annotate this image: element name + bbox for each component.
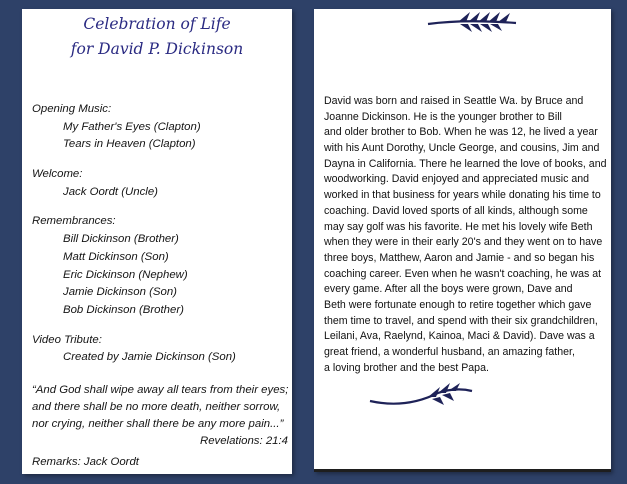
opening-music-label: Opening Music: — [32, 103, 112, 115]
flourish-ornament-icon — [424, 9, 520, 33]
biography-line: a loving brother and the best Papa. — [324, 361, 489, 374]
biography-line: David was born and raised in Seattle Wa. by Bruce and — [324, 95, 584, 107]
program-title: Celebration of Life — [83, 15, 231, 33]
remembrance-item: Bill Dickinson (Brother) — [63, 233, 179, 246]
biography-line: Beth were fortunate enough to retire together which gave — [324, 298, 592, 311]
biography-line: coaching. David loved sports of all kinds, although some — [324, 204, 588, 217]
biography-line: coaching career. Even when he wasn't coaching, he was at — [324, 267, 602, 280]
biography-line: Leilani, Ava, Raelynd, Kainoa, Maci & David). Dave was a — [324, 330, 595, 343]
biography-line: every game. After all the boys were grown, Dave and — [324, 283, 573, 296]
video-tribute-item: Created by Jamie Dickinson (Son) — [63, 351, 236, 364]
scripture-quote — [32, 382, 288, 450]
biography-line: great friend, a wonderful husband, an amazing father, — [324, 346, 575, 358]
flourish-ornament-icon — [366, 379, 476, 409]
remembrance-item: Bob Dickinson (Brother) — [63, 303, 184, 316]
remembrance-item: Jamie Dickinson (Son) — [63, 286, 177, 299]
quote-reference: Revelations: 21:4 — [199, 435, 288, 447]
biography-line: three boys, Matthew, Aaron and Jamie - and so began his — [324, 251, 595, 264]
quote-line: and there shall be no more death, neither sorrow, — [32, 401, 281, 413]
program-subtitle: for David P. Dickinson — [70, 40, 244, 58]
biography-line: with his Aunt Dorothy, Uncle George, and cousins, Jim and — [324, 142, 600, 155]
remembrance-item: Matt Dickinson (Son) — [63, 250, 169, 263]
biography-line: worked in that business for years while donating his time to — [324, 189, 601, 202]
biography-line: and older brother to Bob. When he was 12, he lived a year — [324, 126, 598, 139]
biography-page — [314, 9, 611, 472]
biography-text — [324, 94, 609, 376]
opening-music-item: Tears in Heaven (Clapton) — [63, 138, 196, 151]
welcome-item: Jack Oordt (Uncle) — [63, 185, 158, 198]
remembrance-item: Eric Dickinson (Nephew) — [63, 268, 188, 281]
biography-line: them time to travel, and spend with their six grandchildren, — [324, 314, 598, 327]
order-of-service — [32, 101, 288, 367]
quote-line: nor crying, neither shall there be any more pain...” — [32, 418, 284, 430]
page-bottom-rule — [314, 469, 611, 472]
biography-line: when they were in their early 20's and they went on to have — [324, 236, 603, 249]
biography-line: may say golf was his favorite. He met his lovely wife Beth — [324, 220, 593, 233]
remarks: Remarks: Jack Oordt — [32, 456, 139, 468]
biography-line: Joanne Dickinson. He is the younger brother to Bill — [324, 110, 562, 123]
program-page — [22, 9, 292, 474]
remembrances-label: Remembrances: — [32, 215, 116, 228]
biography-line: woodworking. David enjoyed and appreciated music and — [324, 173, 590, 186]
video-tribute-label: Video Tribute: — [32, 333, 102, 346]
welcome-label: Welcome: — [32, 168, 83, 181]
quote-line: “And God shall wipe away all tears from their eyes; — [32, 384, 289, 396]
biography-line: Dayna in California. There he learned the love of books, and — [324, 157, 607, 170]
opening-music-item: My Father's Eyes (Clapton) — [63, 120, 201, 133]
